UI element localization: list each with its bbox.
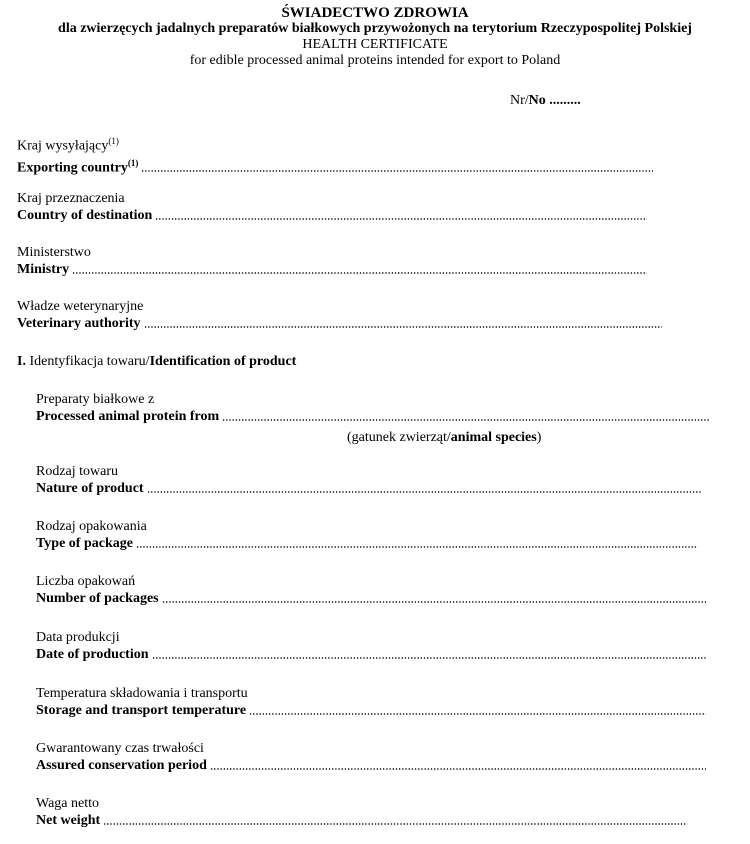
production-date-label-pl: Data produkcji — [36, 630, 120, 645]
species-note — [347, 430, 541, 446]
field-number-of-packages — [36, 573, 706, 607]
conservation-label-en: Assured conservation period — [36, 758, 207, 773]
exporting-country-footnote-en: (1) — [127, 157, 139, 168]
field-ministry — [17, 244, 647, 278]
package-count-input-line[interactable] — [162, 600, 706, 604]
net-weight-input-line[interactable] — [103, 822, 686, 826]
protein-label-pl: Preparaty białkowe z — [36, 392, 155, 407]
ministry-label-pl: Ministerstwo — [17, 245, 91, 260]
number-value: ......... — [549, 93, 581, 108]
section-title-pl: Identyfikacja towaru/ — [29, 354, 150, 369]
package-type-label-en: Type of package — [36, 536, 133, 551]
conservation-label-pl: Gwarantowany czas trwałości — [36, 741, 204, 756]
exporting-country-footnote-pl: (1) — [108, 136, 119, 146]
production-date-label-en: Date of production — [36, 647, 149, 662]
certificate-header — [0, 0, 750, 69]
vet-authority-label-en: Veterinary authority — [17, 316, 141, 331]
field-veterinary-authority — [17, 298, 662, 332]
protein-label-en: Processed animal protein from — [36, 409, 220, 424]
species-note-pl: (gatunek zwierząt/ — [347, 430, 451, 445]
field-animal-protein — [36, 391, 710, 425]
certificate-number — [510, 93, 581, 109]
destination-label-en: Country of destination — [17, 208, 153, 223]
certificate-subtitle-pl: dla zwierzęcych jadalnych preparatów białkowych przywożonych na terytorium Rzeczypospolitej Polskiej — [58, 21, 692, 36]
field-exporting-country — [17, 133, 653, 176]
nature-input-line[interactable] — [147, 490, 702, 494]
destination-label-pl: Kraj przeznaczenia — [17, 191, 125, 206]
field-storage-temperature — [36, 685, 706, 719]
section-identification-heading — [17, 354, 296, 370]
vet-authority-label-pl: Władze weterynaryjne — [17, 299, 144, 314]
number-label-pl: Nr/ — [510, 93, 529, 108]
package-type-input-line[interactable] — [136, 545, 698, 549]
field-type-of-package — [36, 518, 698, 552]
conservation-input-line[interactable] — [210, 767, 706, 771]
exporting-country-label-pl: Kraj wysyłający — [17, 138, 109, 154]
field-conservation-period — [36, 740, 706, 774]
protein-input-line[interactable] — [222, 418, 710, 422]
ministry-label-en: Ministry — [17, 262, 70, 277]
field-date-of-production — [36, 629, 706, 663]
field-net-weight — [36, 795, 686, 829]
vet-authority-input-line[interactable] — [144, 325, 662, 329]
net-weight-label-pl: Waga netto — [36, 796, 100, 811]
temperature-label-en: Storage and transport temperature — [36, 703, 247, 718]
certificate-subtitle-en: for edible processed animal proteins intended for export to Poland — [189, 53, 561, 68]
certificate-title: ŚWIADECTWO ZDROWIA — [281, 5, 469, 21]
net-weight-label-en: Net weight — [36, 813, 101, 828]
nature-label-en: Nature of product — [36, 481, 144, 496]
temperature-input-line[interactable] — [249, 712, 706, 716]
species-note-close: ) — [536, 430, 542, 445]
number-label-en: No — [528, 93, 546, 108]
section-title-en: Identification of product — [149, 354, 297, 369]
package-count-label-en: Number of packages — [36, 591, 159, 606]
certificate-title-en: HEALTH CERTIFICATE — [302, 37, 448, 52]
exporting-country-input-line[interactable] — [141, 169, 653, 173]
destination-input-line[interactable] — [155, 217, 647, 221]
temperature-label-pl: Temperatura składowania i transportu — [36, 686, 248, 701]
exporting-country-label-en: Exporting country$^{(1)}$ — [17, 157, 139, 176]
production-date-input-line[interactable] — [152, 656, 706, 660]
species-note-en: animal species — [450, 430, 537, 445]
field-nature-of-product — [36, 463, 702, 497]
package-count-label-pl: Liczba opakowań — [36, 574, 136, 589]
section-number: I. — [17, 354, 26, 369]
package-type-label-pl: Rodzaj opakowania — [36, 519, 147, 534]
nature-label-pl: Rodzaj towaru — [36, 464, 119, 479]
field-country-destination — [17, 190, 647, 224]
ministry-input-line[interactable] — [72, 271, 647, 275]
